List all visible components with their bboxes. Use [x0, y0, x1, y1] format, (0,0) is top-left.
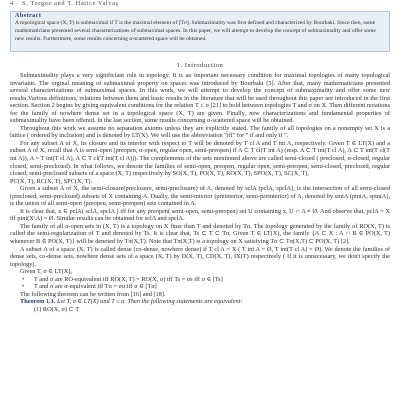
bullet-icon: •: [22, 283, 25, 291]
list-item-ro-equivalent: [10, 276, 390, 284]
paragraph-given: Given T, σ ∈ LT(X),: [20, 268, 73, 276]
theorem-text: Let T, σ ∈ LT(X) and T ≤ σ. Then the following statements are equivalent:: [56, 298, 243, 306]
page-number: 4: [10, 0, 14, 7]
list-item-text: T and σ are α-equivalent iff Tα = σα iff σ ∈ [Tα]: [34, 283, 157, 291]
list-item-text: T and σ are RO-equivalent iff RO(X, T) = RO(X, σ) iff Ts = σs iff σ ∈ [Ts]: [34, 275, 223, 283]
body-text: [10, 72, 390, 400]
abstract-box: [10, 11, 390, 52]
theorem-label: Theorem 1.1.: [20, 298, 56, 306]
paragraph-dense: A subset A of a space (X, T) is called dense (co-dense, nowhere dense) if T cl A = X ( T int A = Ø, T int(T cl A) = Ø). We denote the families of dense sets, co-dense sets, nowhere dense sets of a space (X, T) by D(X, T), CD(X, T), IX(T) respectively ( If it is unnecessary, we don't specify the topology).: [10, 245, 390, 268]
section-title: 1. Introduction: [176, 62, 224, 69]
paragraph-closures: Given a subset A of X, the semi-closure(preclosure, semi-preclosure) of A, denoted by sclA (pclA, spclA), is the intersection of all semi-closed (preclosed, semi-preclosed) subsets of X containing A. Dually, the semi-interior (preinterior, semi-preinterior) of A, denoted by sintA (pintA, spintA), is the union of all semi-open (preopen, semi-preopen) sets contained in A.: [10, 185, 390, 208]
paragraph-clear: It is clear that, x ∈ pclA( sclA, spclA ) iff for any preopen( semi-open, semi-preopen) set U containing x, U ∩ A ≠ Ø. And observe that, pclA = X iff pint(X\A) = Ø. Similar results can be obtained for sclA and spclA.: [10, 207, 390, 223]
paragraph-assumptions: Throughout this work we assume no separation axioms unless they are explicitly stated. The family of all topologies on a nonempty set X is a lattice ( ordered by inclusion) and is denoted by LT(X). We will use the abbreviation "iff" for " if and only if ".: [10, 124, 390, 140]
abstract-heading: Abstract: [15, 13, 42, 19]
theorem-statement: [10, 298, 390, 306]
paragraph-intro: Submaximality plays a very significiant role in topology. It is an important necessary condition for maximal topologies of many topological invariants. The orginal meaning of submaximal property on spaces was introduced by Bourbaki [5]. After that, many mathematicians presented several characterizations of submaximal spaces. In this work, we will attempt to develop the concept of submaximality and offer some new results.Various definitions, relations between them and basic results in the literature that will be used throughout this paper are introduced in the first section. Section 2 begins by giving equivalent conditions for the relation T ≤ σ [21] to hold between topologies T and σ on X. Then different notations for the family of nowhere dense set in a topological space (X, T) are given. Finally, new characterizations and fundamental properties of submaximality have been offered. In the last section, some results concerning α-scattered space will be obtained.: [10, 72, 390, 125]
running-head: [10, 0, 119, 8]
paragraph-definitions: For any subset A of X, its closure and its interior with respect to T will be denoted by T cl A and T int A, respectively. Given T ∈ LT(X) and a subset A of X, recall that A is semi-open (preopen, α-open, regular open, semi-preopen) if A ⊂ T cl(T int A) (resp. A ⊂ T int(T cl A), A ⊂ T int(T cl(T int A)), A = T int(T cl A), A ⊂ T cl(T int(T cl A))). The complements of the sets mentioned above are called semi-closed ( preclosed, α-closed, regular closed, semi-preclosed). In what follows, we denote the families of semi-open, preopen, regular open, semi-preopen, semi-closed, preclosed, regular closed, semi-preclosed subsets of a space (X, T) respectively by SO(X, T), PO(X, T), RO(X, T), SPO(X, T), SC(X, T),: [10, 139, 390, 178]
paragraph-topologies: The family of all α-open sets in (X, T) is a topology on X finer than T and denoted by Tα. The topology generated by the family of RO(X, T) is called the semi-regularization of T and denoted by Ts. It is clear that, Ts ⊂ T ⊂ Tα. Given T ∈ LT(X), the family {A ⊂ X : A ∩ B ∈ PO(X, T) whenever B ∈ PO(X, T)} will be denoted by Tπ(X,T). Note that Tπ(X,T) is a topology on X satisfying Tα ⊂ Tπ(X,T) ⊂ PO(X, T) [2].: [10, 222, 390, 246]
paragraph-definitions-cont: PC(X, T), RC(X, T), SPC(X, T).: [10, 177, 93, 185]
list-item-alpha-equivalent: [10, 283, 390, 291]
theorem-condition-1: (1) RO(X, σ) ⊂ T: [34, 305, 80, 313]
running-head-authors: S. Torgoz and T. Hatice Yalvaç: [22, 0, 119, 7]
bullet-icon: •: [22, 275, 25, 283]
abstract-text: A topological space (X, T) is submaximal if T is the maximal element of [Tσ]. Submaximality was first defined and characterized by Bourbaki. Since then, some mathematicians presented several characterizations of submaximal spaces. In this paper, we will attempt to develop the concept of submaximality and offer some new results. Furthermore, some results concerning α-scattered space will be obtained.: [15, 20, 376, 42]
paragraph-theorem-source: The following theorem can be written from [16] and [18].: [20, 290, 166, 298]
